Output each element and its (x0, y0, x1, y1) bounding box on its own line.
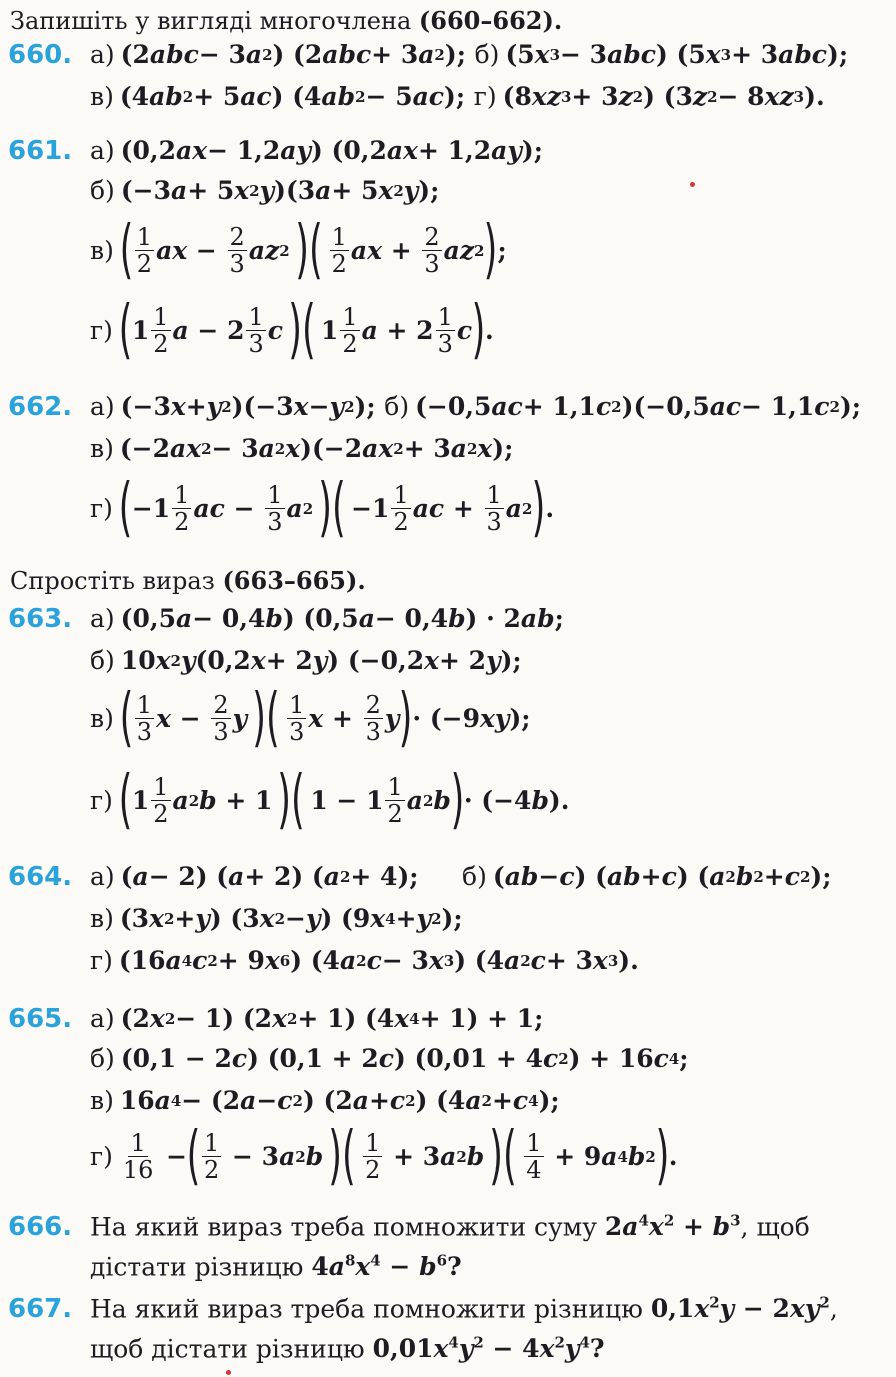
problem-666-line-1: На який вираз треба помножити суму $2a^4x^2 + b^3$, щоб (90, 1212, 810, 1242)
heading-range: (663–665). (222, 566, 366, 595)
label-a: а) (90, 40, 115, 69)
problem-662-number: 662. (8, 392, 73, 422)
heading-text: Спростіть вираз (10, 567, 215, 595)
label-g: г) (90, 1142, 113, 1172)
label-b: б) (90, 176, 115, 205)
problem-661-line-v: в) ( $\frac{1}{2}$ ax − $\frac{2}{3}$ az 2 )( $\frac{1}{2}$ ax + $\frac{2}{3}$ az 2 ) ; (90, 213, 507, 287)
label-g: г) (473, 82, 497, 111)
heading-range: (660–662). (418, 6, 563, 35)
problem-666-text: На який вираз треба помножити суму (90, 1212, 597, 1242)
red-mark (226, 1370, 231, 1375)
problem-665-line-a: а) (2 x 2 − 1) (2 x 2 + 1) (4 x 4 + 1) + 1; (90, 1004, 544, 1033)
label-v: в) (90, 236, 114, 266)
problem-667-text-2: щоб дістати різницю (90, 1334, 365, 1364)
problem-667-number: 667. (8, 1294, 73, 1324)
problem-667-line-1: На який вираз треба помножити різницю $0,1x^2y - 2xy^2$, (90, 1294, 838, 1324)
problem-662-line-1: а) (−3 x + y 2 )(−3 x − y 2 ); б) (−0,5 ac + 1,1 c 2 )(−0,5 ac − 1,1 c 2 ); (90, 392, 862, 421)
problem-666-line-2: дістати різницю $4a^8x^4 - b^6$? (90, 1252, 462, 1282)
label-b: б) (462, 862, 487, 891)
label-b: б) (384, 392, 410, 421)
problem-664-number: 664. (8, 862, 73, 892)
label-g: г) (90, 946, 113, 975)
problem-661-number: 661. (8, 136, 73, 166)
problem-665-line-g: г) $\frac{1}{16}$ − ( $\frac{1}{2}$ − 3 a 2 b )( $\frac{1}{2}$ + 3 a 2 b )( $\frac{1}{4}$ + 9 a 4 b 2 ) . (90, 1119, 678, 1193)
label-v: в) (90, 904, 114, 933)
problem-667-line-2: щоб дістати різницю $0,01x^4y^2 - 4x^2y^4$? (90, 1334, 605, 1364)
problem-663-line-g: г) ( 1 $\frac{1}{2}$ a 2 b + 1 )( 1 − 1 $\frac{1}{2}$ a 2 b ) · (−4 b ). (90, 763, 570, 837)
problem-660-line-2: в) (4 ab 2 + 5 ac ) (4 ab 2 − 5 ac ); г) (8 xz 3 + 3 z 2 ) (3 z 2 − 8 xz 3 ). (90, 82, 825, 111)
problem-663-number: 663. (8, 604, 73, 634)
problem-662-line-v: в) (−2 ax 2 − 3 a 2 x )(−2 ax 2 + 3 a 2 x ); (90, 434, 514, 463)
problem-665-line-v: в) 16 a 4 − (2 a − c 2 ) (2 a + c 2 ) (4 a 2 + c 4 ); (90, 1086, 560, 1115)
label-a: а) (90, 604, 115, 633)
problem-660-line-1: а) (2 abc − 3 a 2 ) (2 abc + 3 a 2 ); б) (5 x 3 − 3 abc ) (5 x 3 + 3 abc ); (90, 40, 849, 69)
section-heading-1 (10, 6, 562, 35)
label-b: б) (474, 40, 500, 69)
label-v: в) (90, 704, 114, 734)
label-v: в) (90, 82, 114, 111)
label-a: а) (90, 1004, 115, 1033)
label-a: а) (90, 392, 115, 421)
problem-662-line-g: г) ( −1 $\frac{1}{2}$ ac − $\frac{1}{3}$ a 2 )( −1 $\frac{1}{2}$ ac + $\frac{1}{3}$ a 2 ) . (90, 471, 555, 545)
problem-663-line-a: а) (0,5 a − 0,4 b ) (0,5 a − 0,4 b ) · 2 ab ; (90, 604, 564, 633)
problem-667-text: На який вираз треба помножити різницю (90, 1294, 643, 1324)
problem-661-line-b: б) (−3 a + 5 x 2 y )(3 a + 5 x 2 y ); (90, 176, 440, 205)
label-g: г) (90, 316, 113, 346)
heading-text: Запишіть у вигляді многочлена (10, 7, 412, 35)
label-a: а) (90, 862, 115, 891)
problem-666-text-end: , щоб (740, 1212, 810, 1242)
problem-665-number: 665. (8, 1004, 73, 1034)
label-a: а) (90, 136, 115, 165)
label-v: в) (90, 434, 114, 463)
problem-665-line-b: б) (0,1 − 2 c ) (0,1 + 2 c ) (0,01 + 4 c 2 ) + 16 c 4 ; (90, 1044, 689, 1073)
label-g: г) (90, 494, 113, 524)
label-v: в) (90, 1086, 114, 1115)
problem-666-text-2: дістати різницю (90, 1252, 304, 1282)
problem-661-line-g: г) ( 1 $\frac{1}{2}$ a − 2 $\frac{1}{3}$ c )( 1 $\frac{1}{2}$ a + 2 $\frac{1}{3}$ c ) . (90, 293, 494, 367)
problem-664-line-v: в) (3 x 2 + y ) (3 x 2 − y ) (9 x 4 + y 2 ); (90, 904, 463, 933)
label-g: г) (90, 786, 113, 816)
problem-661-line-a: а) (0,2 ax − 1,2 ay ) (0,2 ax + 1,2 ay ); (90, 136, 543, 165)
red-mark (690, 182, 695, 187)
problem-660-number: 660. (8, 40, 73, 70)
label-b: б) (90, 646, 115, 675)
problem-663-line-b: б) 10 x 2 y (0,2 x + 2 y ) (−0,2 x + 2 y ); (90, 646, 522, 675)
problem-666-number: 666. (8, 1212, 73, 1242)
label-b: б) (90, 1044, 115, 1073)
problem-664-line-g: г) (16 a 4 c 2 + 9 x 6 ) (4 a 2 c − 3 x 3 ) (4 a 2 c + 3 x 3 ). (90, 946, 639, 975)
problem-664-line-1: а) ( a − 2) ( a + 2) ( a 2 + 4); б) ( ab − c ) ( ab + c ) ( a 2 b 2 + c 2 ); (90, 862, 832, 891)
section-heading-2 (10, 566, 366, 595)
problem-663-line-v: в) ( $\frac{1}{3}$ x − $\frac{2}{3}$ y )( $\frac{1}{3}$ x + $\frac{2}{3}$ y ) · (−9 xy ); (90, 681, 531, 755)
